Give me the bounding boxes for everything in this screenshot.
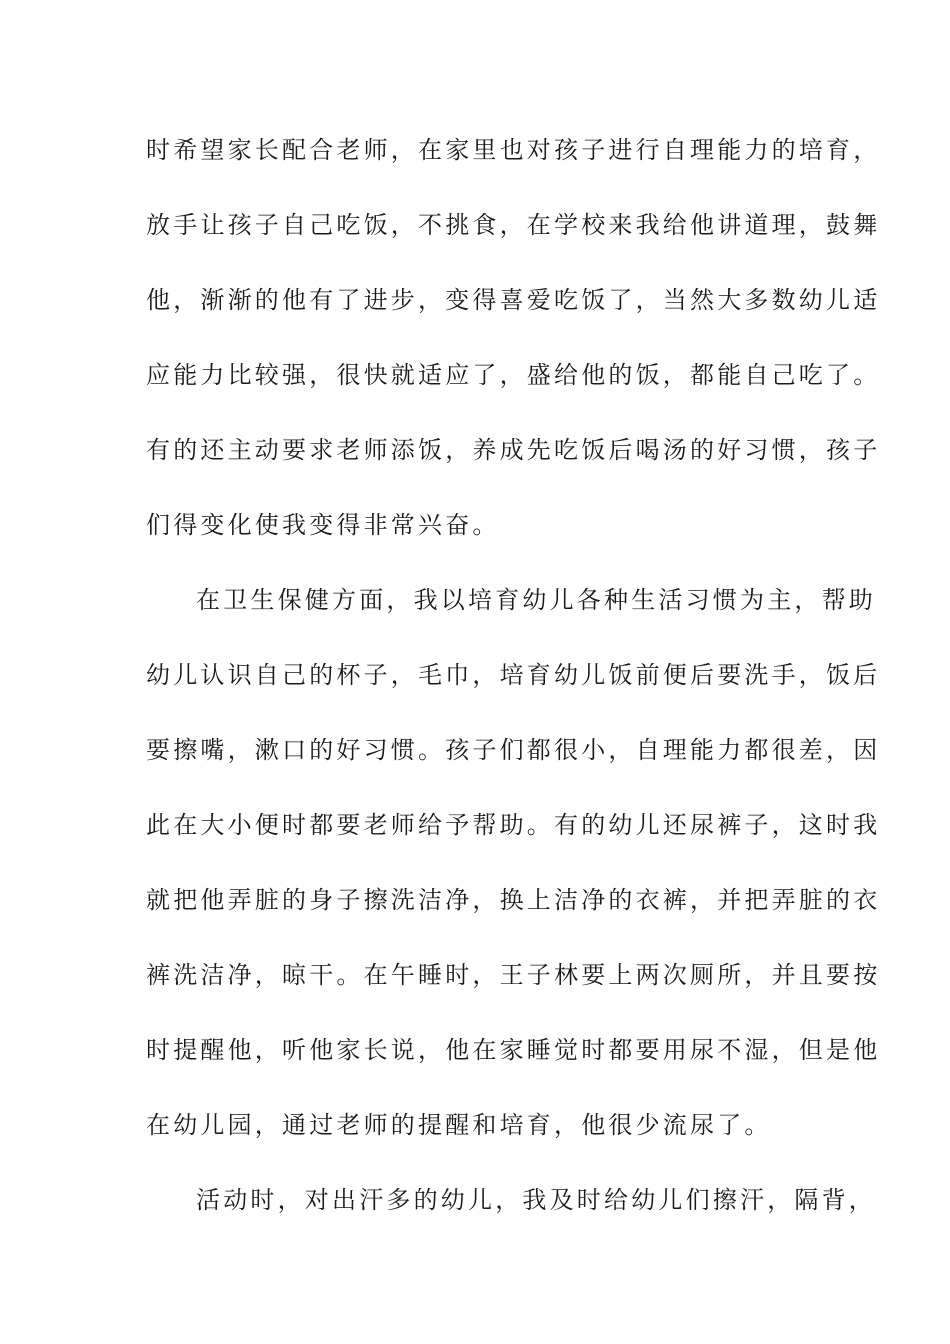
paragraph-first-line: 在卫生保健方面，我以培育幼儿各种生活习惯为主，帮助	[196, 586, 876, 614]
text-line: 时提醒他，听他家长说，他在家睡觉时都要用尿不湿，但是他	[146, 1036, 881, 1064]
text-line: 要擦嘴，漱口的好习惯。孩子们都很小，自理能力都很差，因	[146, 736, 881, 764]
text-line: 在幼儿园，通过老师的提醒和培育，他很少流尿了。	[146, 1111, 772, 1139]
text-line: 裤洗洁净，晾干。在午睡时，王子林要上两次厕所，并且要按	[146, 961, 881, 989]
text-line: 就把他弄脏的身子擦洗洁净，换上洁净的衣裤，并把弄脏的衣	[146, 886, 881, 914]
text-line: 此在大小便时都要老师给予帮助。有的幼儿还尿裤子，这时我	[146, 811, 881, 839]
text-line: 们得变化使我变得非常兴奋。	[146, 511, 500, 539]
text-line: 幼儿认识自己的杯子，毛巾，培育幼儿饭前便后要洗手，饭后	[146, 661, 881, 689]
text-line: 他，渐渐的他有了进步，变得喜爱吃饭了，当然大多数幼儿适	[146, 286, 881, 314]
text-line: 时希望家长配合老师，在家里也对孩子进行自理能力的培育，	[146, 136, 881, 164]
text-line: 应能力比较强，很快就适应了，盛给他的饭，都能自己吃了。	[146, 361, 881, 389]
paragraph-first-line: 活动时，对出汗多的幼儿，我及时给幼儿们擦汗，隔背，	[196, 1186, 876, 1214]
text-line: 有的还主动要求老师添饭，养成先吃饭后喝汤的好习惯，孩子	[146, 436, 881, 464]
text-line: 放手让孩子自己吃饭，不挑食，在学校来我给他讲道理，鼓舞	[146, 211, 881, 239]
